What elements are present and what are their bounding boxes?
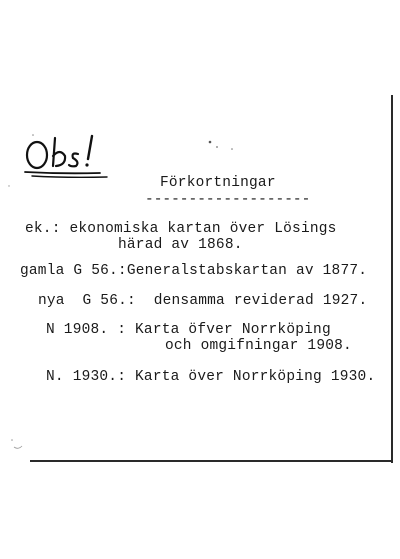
title-underline: ------------------- [145,192,311,208]
entry-n1908-line1: N 1908. : Karta öfver Norrköping [46,322,331,338]
entry-ek-line1: ek.: ekonomiska kartan över Lösings [25,221,337,237]
entry-nya-g56: nya G 56.: densamma reviderad 1927. [38,293,368,309]
card-title: Förkortningar [160,175,276,191]
entry-ek-line2: härad av 1868. [118,237,243,253]
entry-n1930: N. 1930.: Karta över Norrköping 1930. [46,369,376,385]
entry-n1908-line2: och omgifningar 1908. [165,338,352,354]
entry-gamla-g56: gamla G 56.:Generalstabskartan av 1877. [20,263,368,279]
